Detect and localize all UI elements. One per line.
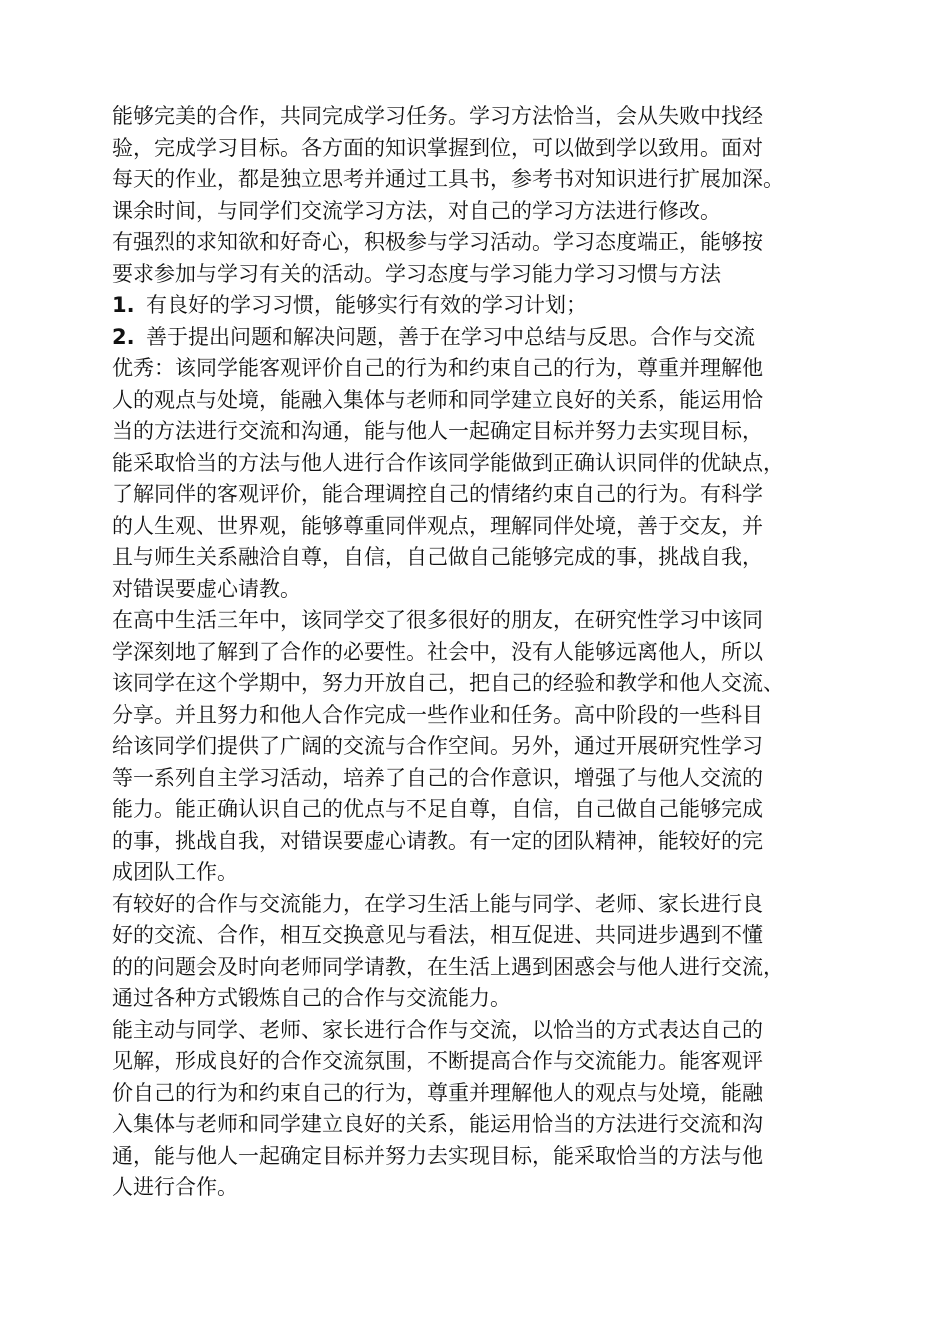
list-item-text: 有良好的学习习惯，能够实行有效的学习计划； (146, 293, 587, 317)
text-line: 的事，挑战自我，对错误要虚心请教。有一定的团队精神，能较好的完 (112, 828, 763, 853)
text-line: 能够完美的合作，共同完成学习任务。学习方法恰当，会从失败中找经 (112, 104, 763, 128)
text-line: 该同学在这个学期中，努力开放自己，把自己的经验和教学和他人交流、 (112, 671, 784, 695)
text-line: 的的问题会及时向老师同学请教，在生活上遇到困惑会与他人进行交流， (112, 954, 784, 979)
text-line: 给该同学们提供了广阔的交流与合作空间。另外，通过开展研究性学习 (112, 734, 763, 758)
paragraph-4 (112, 605, 852, 889)
text-line: 优秀：该同学能客观评价自己的行为和约束自己的行为，尊重并理解他 (112, 356, 763, 380)
text-line: 入集体与老师和同学建立良好的关系，能运用恰当的方法进行交流和沟 (112, 1112, 763, 1136)
paragraph-6 (112, 1015, 852, 1204)
text-line: 能采取恰当的方法与他人进行合作该同学能做到正确认识同伴的优缺点， (112, 450, 784, 475)
text-line: 对错误要虚心请教。 (112, 576, 301, 601)
text-line: 能力。能正确认识自己的优点与不足自尊，自信，自己做自己能够完成 (112, 797, 763, 821)
text-line: 价自己的行为和约束自己的行为，尊重并理解他人的观点与处境，能融 (112, 1080, 763, 1105)
text-line: 有较好的合作与交流能力，在学习生活上能与同学、老师、家长进行良 (112, 891, 763, 916)
text-line: 人进行合作。 (112, 1175, 238, 1199)
text-line: 验，完成学习目标。各方面的知识掌握到位，可以做到学以致用。面对 (112, 135, 763, 160)
text-line: 的人生观、世界观，能够尊重同伴观点，理解同伴处境，善于交友，并 (112, 513, 763, 538)
text-line: 学深刻地了解到了合作的必要性。社会中，没有人能够远离他人，所以 (112, 639, 763, 664)
text-line: 了解同伴的客观评价，能合理调控自己的情绪约束自己的行为。有科学 (112, 482, 763, 506)
list-item-text: 善于提出问题和解决问题，善于在学习中总结与反思。合作与交流 (146, 324, 755, 349)
text-line: 每天的作业，都是独立思考并通过工具书，参考书对知识进行扩展加深。 (112, 167, 784, 191)
paragraph-2 (112, 227, 852, 290)
text-line: 人的观点与处境，能融入集体与老师和同学建立良好的关系，能运用恰 (112, 387, 763, 412)
list-item (112, 290, 852, 322)
list-item-number: 2. (112, 324, 135, 349)
text-line: 在高中生活三年中，该同学交了很多很好的朋友，在研究性学习中该同 (112, 608, 763, 632)
paragraph-3 (112, 353, 852, 605)
document-body (112, 101, 852, 1204)
text-line: 课余时间，与同学们交流学习方法，对自己的学习方法进行修改。 (112, 198, 721, 223)
text-line: 成团队工作。 (112, 860, 238, 884)
text-line: 分享。并且努力和他人合作完成一些作业和任务。高中阶段的一些科目 (112, 702, 763, 727)
paragraph-1 (112, 101, 852, 227)
text-line: 通过各种方式锻炼自己的合作与交流能力。 (112, 986, 511, 1010)
text-line: 有强烈的求知欲和好奇心，积极参与学习活动。学习态度端正，能够按 (112, 230, 763, 254)
text-line: 见解，形成良好的合作交流氛围，不断提高合作与交流能力。能客观评 (112, 1049, 763, 1073)
text-line: 通，能与他人一起确定目标并努力去实现目标，能采取恰当的方法与他 (112, 1143, 763, 1168)
text-line: 能主动与同学、老师、家长进行合作与交流，以恰当的方式表达自己的 (112, 1017, 763, 1042)
text-line: 要求参加与学习有关的活动。学习态度与学习能力学习习惯与方法 (112, 261, 721, 286)
text-line: 等一系列自主学习活动，培养了自己的合作意识，增强了与他人交流的 (112, 765, 763, 790)
list-item (112, 322, 852, 354)
text-line: 好的交流、合作，相互交换意见与看法，相互促进、共同进步遇到不懂 (112, 923, 763, 947)
text-line: 且与师生关系融洽自尊，自信，自己做自己能够完成的事，挑战自我， (112, 545, 763, 569)
numbered-list (112, 290, 852, 353)
text-line: 当的方法进行交流和沟通，能与他人一起确定目标并努力去实现目标， (112, 419, 763, 443)
list-item-number: 1. (112, 293, 135, 317)
paragraph-5 (112, 889, 852, 1015)
